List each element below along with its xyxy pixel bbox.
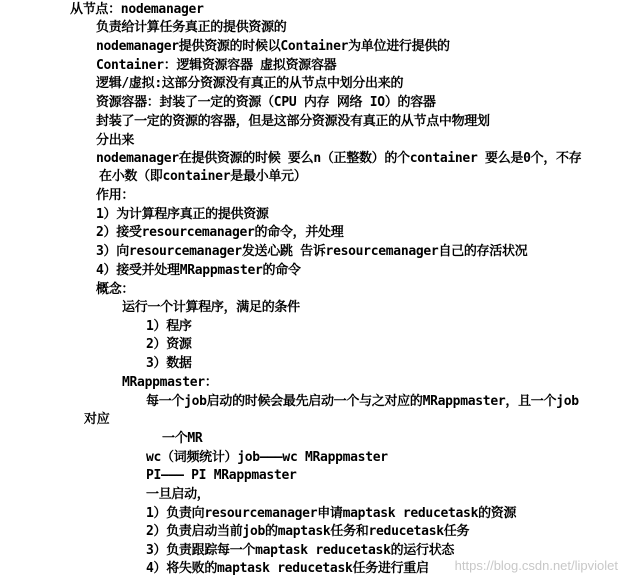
list-item: 3）数据 (146, 356, 192, 371)
text-line: nodemanager提供资源的时候以Container为单位进行提供的 (96, 39, 450, 54)
list-item: 4）将失败的maptask reducetask任务进行重启 (146, 561, 429, 576)
text-line: 每一个job启动的时候会最先启动一个与之对应的MRappmaster，且一个job (146, 394, 579, 409)
section-label-function: 作用： (96, 188, 135, 203)
list-item: 3）负责跟踪每一个maptask reducetask的运行状态 (146, 543, 455, 558)
text-line: PI——— PI MRappmaster (146, 468, 297, 483)
text-line: 分出来 (96, 133, 135, 148)
text-line: 封装了一定的资源的容器，但是这部分资源没有真正的从节点中物理划 (96, 114, 490, 129)
text-line: 逻辑/虚拟:这部分资源没有真正的从节点中划分出来的 (96, 76, 404, 91)
text-line: nodemanager在提供资源的时候 要么n（正整数）的个container 要么是0个，不存 (96, 151, 582, 166)
text-line: 负责给计算任务真正的提供资源的 (96, 20, 287, 35)
list-item: 4）接受并处理MRappmaster的命令 (96, 263, 301, 278)
list-item: 3）向resourcemanager发送心跳 告诉resourcemanager自己的存活状况 (96, 244, 528, 259)
list-item: 1）负责向resourcemanager申请maptask reducetask的资源 (146, 506, 517, 521)
text-line: Container：逻辑资源容器 虚拟资源容器 (96, 58, 337, 73)
list-item: 1）程序 (146, 319, 192, 334)
list-item: 2）接受resourcemanager的命令，并处理 (96, 225, 344, 240)
text-line: 资源容器：封装了一定的资源（CPU 内存 网络 IO）的容器 (96, 95, 436, 110)
text-line: 一个MR (162, 431, 203, 446)
list-item: 1）为计算程序真正的提供资源 (96, 207, 269, 222)
text-line: wc（词频统计）job———wc MRappmaster (146, 450, 388, 465)
watermark: https://blog.csdn.net/lipviolet (454, 558, 618, 573)
section-label-concept: 概念： (96, 282, 135, 297)
subheading-mrappmaster: MRappmaster： (122, 375, 218, 390)
list-item: 2）资源 (146, 337, 192, 352)
text-line: 运行一个计算程序，满足的条件 (122, 300, 300, 315)
list-item: 2）负责启动当前job的maptask任务和reducetask任务 (146, 524, 470, 539)
text-line: 一旦启动， (146, 487, 210, 502)
heading-slave-node: 从节点：nodemanager (70, 2, 204, 17)
text-line: 在小数（即container是最小单元） (99, 169, 307, 184)
text-line: 对应 (84, 412, 110, 427)
